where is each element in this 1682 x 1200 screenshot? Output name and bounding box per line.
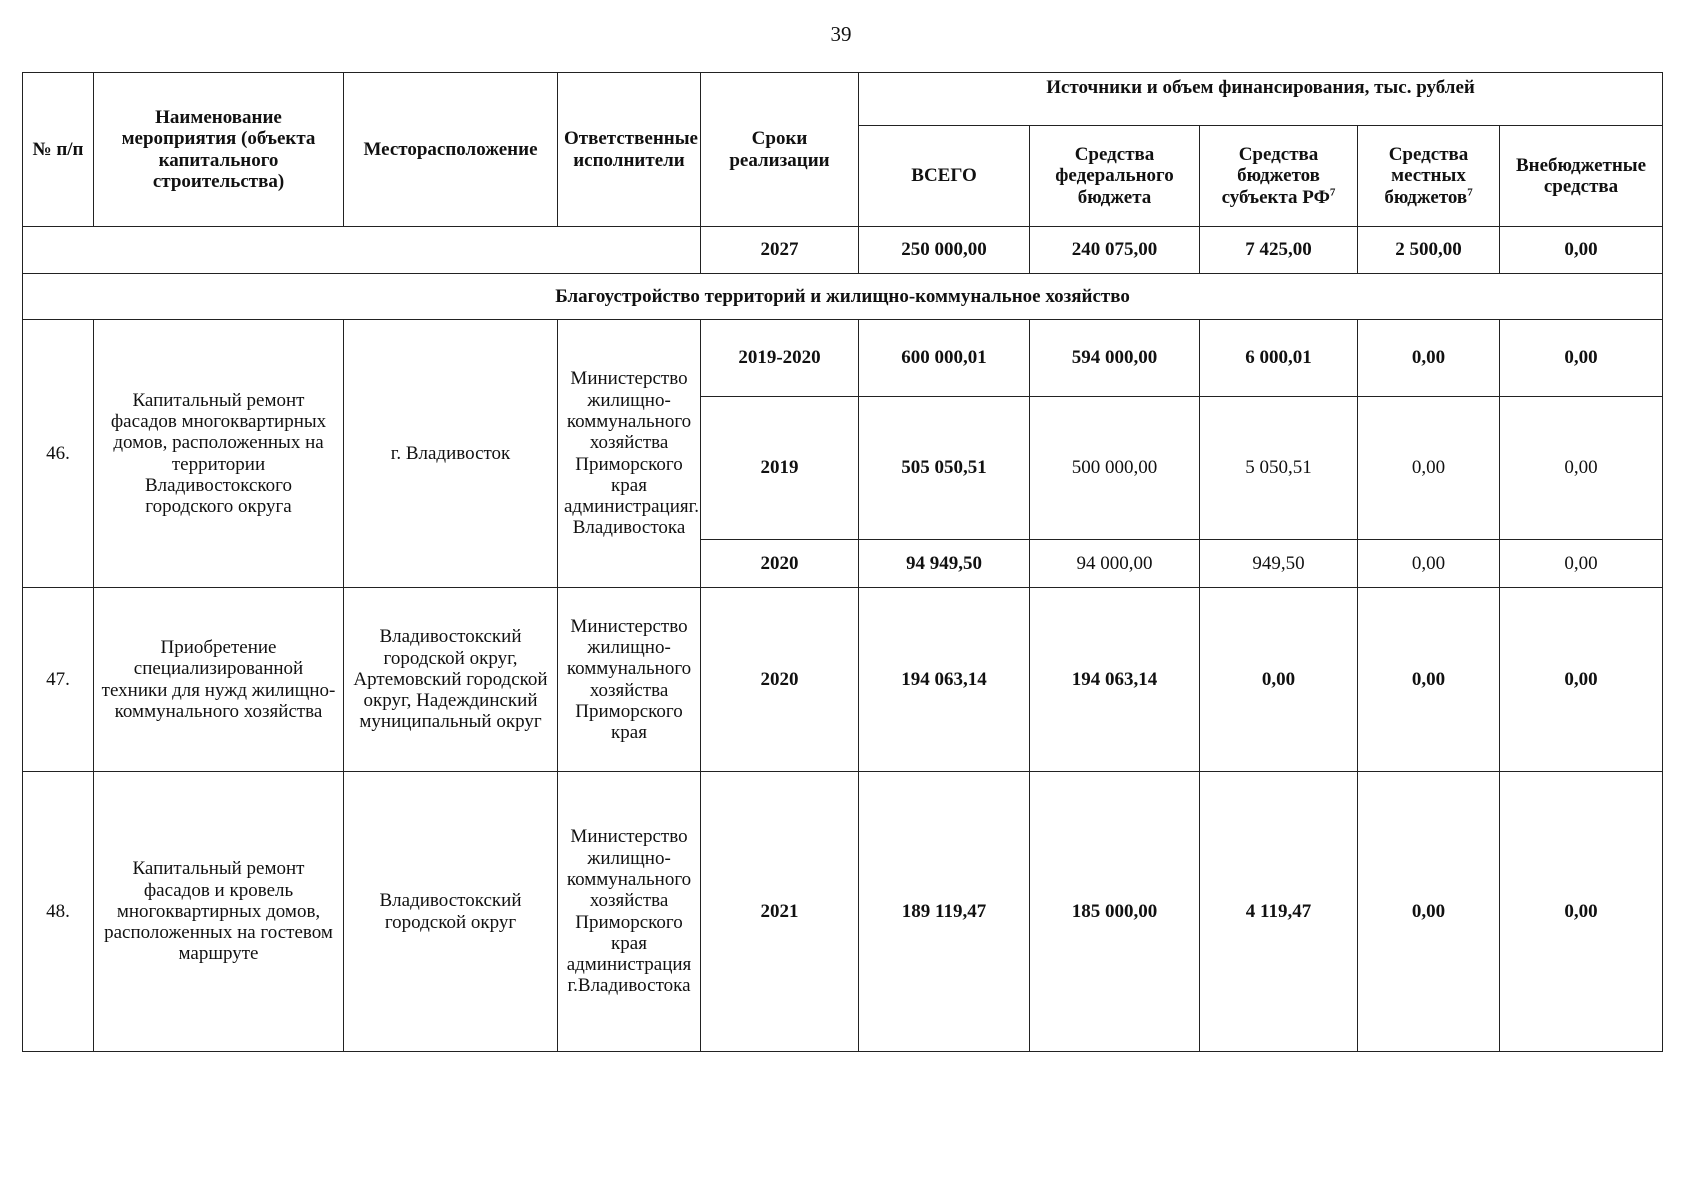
footnote-mark: 7: [1467, 186, 1473, 199]
row-offbudget: 0,00: [1500, 772, 1663, 1052]
item-num: 46.: [23, 320, 94, 588]
table-row: [23, 588, 1663, 772]
header-period: Сроки реализации: [701, 73, 859, 227]
header-name: Наименование мероприятия (объекта капитального строительства): [94, 73, 344, 227]
header-federal: Средства федерального бюджета: [1030, 126, 1200, 227]
item-name: Капитальный ремонт фасадов многоквартирных домов, расположенных на территории Владивостокского городского округа: [94, 320, 344, 588]
header-responsible: Ответственные исполнители: [558, 73, 701, 227]
row-federal: 594 000,00: [1030, 320, 1200, 397]
row-offbudget: 0,00: [1500, 588, 1663, 772]
row-offbudget: 0,00: [1500, 540, 1663, 588]
row-total: 189 119,47: [859, 772, 1030, 1052]
carry-local: 2 500,00: [1358, 227, 1500, 274]
item-location: Владивостокский городской округ: [344, 772, 558, 1052]
row-total: 194 063,14: [859, 588, 1030, 772]
row-subject: 5 050,51: [1200, 397, 1358, 540]
row-local: 0,00: [1358, 588, 1500, 772]
row-local: 0,00: [1358, 320, 1500, 397]
row-year: 2019: [701, 397, 859, 540]
row-federal: 194 063,14: [1030, 588, 1200, 772]
item-responsible: Министерство жилищно-коммунального хозяйства Приморского края: [558, 588, 701, 772]
row-subject: 6 000,01: [1200, 320, 1358, 397]
row-federal: 185 000,00: [1030, 772, 1200, 1052]
item-responsible: Министерство жилищно-коммунального хозяйства Приморского края администрация г.Владивостока: [558, 772, 701, 1052]
carry-empty: [23, 227, 701, 274]
row-total: 600 000,01: [859, 320, 1030, 397]
item-location: Владивостокский городской округ, Артемовский городской округ, Надеждинский муниципальный округ: [344, 588, 558, 772]
row-year: 2021: [701, 772, 859, 1052]
section-row: [23, 274, 1663, 320]
page-number: 39: [830, 22, 852, 46]
header-local-label: Средства местных бюджетов: [1384, 144, 1469, 208]
carry-total: 250 000,00: [859, 227, 1030, 274]
header-total: ВСЕГО: [859, 126, 1030, 227]
row-year: 2019-2020: [701, 320, 859, 397]
row-subject: 0,00: [1200, 588, 1358, 772]
carry-year: 2027: [701, 227, 859, 274]
row-total: 505 050,51: [859, 397, 1030, 540]
item-name: Приобретение специализированной техники для нужд жилищно-коммунального хозяйства: [94, 588, 344, 772]
item-location: г. Владивосток: [344, 320, 558, 588]
item-num: 47.: [23, 588, 94, 772]
table-row: [23, 772, 1663, 1052]
header-num: № п/п: [23, 73, 94, 227]
footnote-mark: 7: [1329, 186, 1336, 199]
header-offbudget: Внебюджетные средства: [1500, 126, 1663, 227]
item-responsible: Министерство жилищно-коммунального хозяйства Приморского края администрацияг. Владивостока: [558, 320, 701, 588]
section-title: Благоустройство территорий и жилищно-коммунальное хозяйство: [23, 274, 1663, 320]
carry-subject: 7 425,00: [1200, 227, 1358, 274]
item-num: 48.: [23, 772, 94, 1052]
header-subject: [1200, 126, 1358, 227]
header-local: [1358, 126, 1500, 227]
row-offbudget: 0,00: [1500, 320, 1663, 397]
header-row-1: [23, 73, 1663, 126]
row-subject: 4 119,47: [1200, 772, 1358, 1052]
row-local: 0,00: [1358, 772, 1500, 1052]
table-row: [23, 320, 1663, 397]
item-name: Капитальный ремонт фасадов и кровель многоквартирных домов, расположенных на гостевом маршруте: [94, 772, 344, 1052]
row-subject: 949,50: [1200, 540, 1358, 588]
row-federal: 94 000,00: [1030, 540, 1200, 588]
row-offbudget: 0,00: [1500, 397, 1663, 540]
row-year: 2020: [701, 588, 859, 772]
header-sources: Источники и объем финансирования, тыс. рублей: [859, 73, 1663, 126]
row-local: 0,00: [1358, 397, 1500, 540]
row-federal: 500 000,00: [1030, 397, 1200, 540]
carry-federal: 240 075,00: [1030, 227, 1200, 274]
financing-table: [22, 72, 1663, 1052]
row-year: 2020: [701, 540, 859, 588]
header-subject-label: Средства бюджетов субъекта РФ: [1221, 144, 1330, 208]
row-total: 94 949,50: [859, 540, 1030, 588]
row-local: 0,00: [1358, 540, 1500, 588]
header-location: Месторасположение: [344, 73, 558, 227]
carry-row: [23, 227, 1663, 274]
carry-offbudget: 0,00: [1500, 227, 1663, 274]
